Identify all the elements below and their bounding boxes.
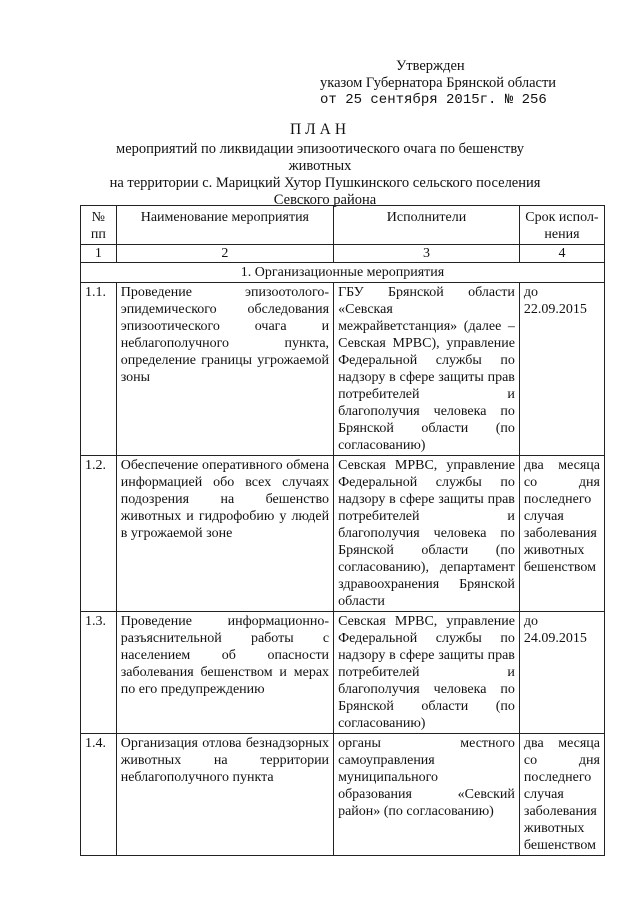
section-row — [81, 263, 605, 283]
row-deadline: два месяца со дня последнего случая заболевания животных бешенством — [519, 734, 604, 856]
row-name: Обеспечение оперативного обмена информацией обо всех случаях подозрения на бешенство животных и гидрофобию у людей в угрожаемой зоне — [116, 456, 333, 612]
row-number: 1.4. — [81, 734, 117, 856]
row-deadline: до 24.09.2015 — [519, 612, 604, 734]
subtitle-line-2: на территории с. Марицкий Хутор Пушкинского сельского поселения — [109, 175, 541, 191]
header-executors: Исполнители — [334, 206, 520, 245]
header-name: Наименование мероприятия — [116, 206, 333, 245]
table-header-row — [81, 206, 605, 245]
section-title: 1. Организационные мероприятия — [81, 263, 605, 283]
table-row — [81, 734, 605, 856]
plan-table — [80, 205, 605, 856]
table-row — [81, 456, 605, 612]
column-number-row — [81, 245, 605, 263]
table-row — [81, 612, 605, 734]
approval-block — [320, 58, 556, 109]
row-name: Проведение информационно-разъяснительной работы с населением об опасности заболевания бешенством и мерах по его предупреждению — [116, 612, 333, 734]
row-number: 1.3. — [81, 612, 117, 734]
column-number: 1 — [81, 245, 117, 263]
row-name: Организация отлова безнадзорных животных на территории неблагополучного пункта — [116, 734, 333, 856]
row-number: 1.2. — [81, 456, 117, 612]
header-deadline: Срок испол-нения — [519, 206, 604, 245]
row-executors: Севская МРВС, управление Федеральной службы по надзору в сфере защиты прав потребителей и благополучия человека по Брянской области (по согласованию) — [334, 612, 520, 734]
header-number: № пп — [81, 206, 117, 245]
row-deadline: два месяца со дня последнего случая заболевания животных бешенством — [519, 456, 604, 612]
approval-line-1: Утвержден — [396, 58, 465, 74]
row-executors: органы местного самоуправления муниципального образования «Севский район» (по согласованию) — [334, 734, 520, 856]
row-executors: ГБУ Брянской области «Севская межрайветстанция» (далее – Севская МРВС), управление Федеральной службы по надзору в сфере защиты прав потребителей и благополучия человека по Брянской области (по согласованию) — [334, 283, 520, 456]
row-executors: Севская МРВС, управление Федеральной службы по надзору в сфере защиты прав потребителей и благополучия человека по Брянской области (по согласованию), департамент здравоохранения Брянской области — [334, 456, 520, 612]
subtitle-line-3: Севского района — [273, 192, 377, 208]
approval-line-2: указом Губернатора Брянской области — [320, 75, 557, 91]
table-row — [81, 283, 605, 456]
column-number: 3 — [334, 245, 520, 263]
row-name: Проведение эпизоотолого-эпидемического обследования эпизоотического очага и неблагополучного пункта, определение границы угрожаемой зоны — [116, 283, 333, 456]
document-title: ПЛАН — [289, 121, 351, 138]
row-number: 1.1. — [81, 283, 117, 456]
column-number: 2 — [116, 245, 333, 263]
approval-line-3: от 25 сентября 2015г. № 256 — [320, 92, 547, 108]
document-subtitle — [95, 141, 555, 209]
column-number: 4 — [519, 245, 604, 263]
row-deadline: до 22.09.2015 — [519, 283, 604, 456]
subtitle-line-1: мероприятий по ликвидации эпизоотического очага по бешенству животных — [116, 141, 524, 174]
